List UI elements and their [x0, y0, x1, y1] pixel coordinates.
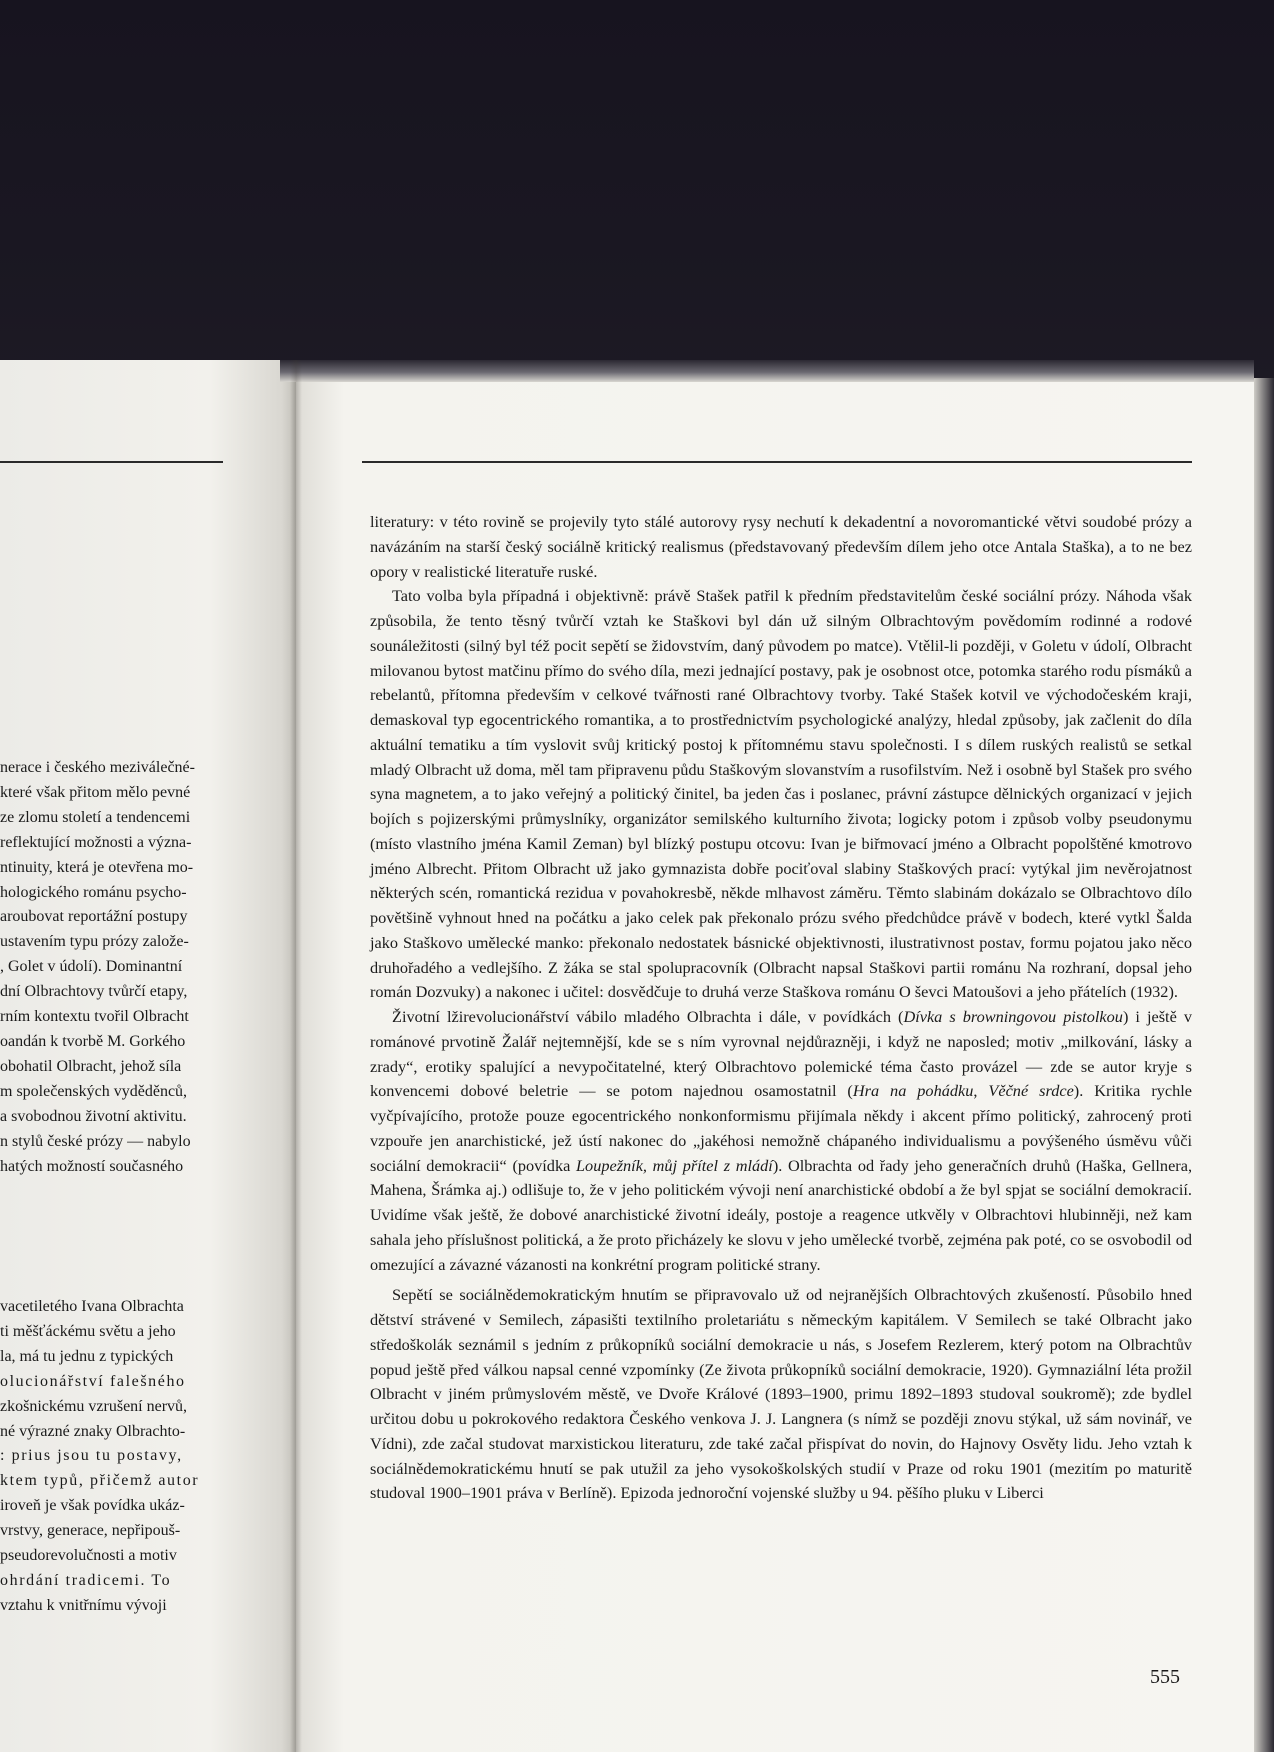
left-line: rním kontextu tvořil Olbracht — [0, 1008, 189, 1026]
left-line: vacetiletého Ivana Olbrachta — [0, 1298, 184, 1315]
left-line: : prius jsou tu postavy, — [0, 1447, 183, 1465]
left-line: pseudorevolučnosti a motiv — [0, 1547, 177, 1565]
left-line: vrstvy, generace, nepřipouš- — [0, 1522, 181, 1540]
paragraph-3-text: ) i ještě v románové prvotině Žalář nejtemnější, kde se s ním vyrovnal nejdůrazněji, i když ne naposled; motiv „milkování, lásky a zrady“, erotiky spalující a nevypočitatelné, který Olbrachtovo polemické téma často provázel — zde se autor kryje s konvencemi dobové beletrie — se potom najednou osamostatnil ( — [370, 1007, 1192, 1101]
left-line: oandán k tvorbě M. Gorkého — [0, 1032, 186, 1050]
left-line: ktem typů, přičemž autor — [0, 1472, 200, 1490]
right-header-rule — [362, 461, 1192, 463]
paragraph-4: Sepětí se sociálnědemokratickým hnutím se připravovalo už od nejranějších Olbrachtových zkušeností. Působilo hned dětství strávené v Semilech, zápasišti textilního proletariátu s německým kapitálem. V Semilech se také Olbracht jako středoškolák seznámil s jedním z průkopníků sociální demokracie u nás, s Josefem Rezlerem, který potom na Olbrachtův popud ještě před válkou napsal cenné vzpomínky (Ze života průkopníků sociální demokracie, 1920). Gymnaziální léta prožil Olbracht v jiném průmyslovém městě, ve Dvoře Králové (1893–1900, primu 1892–1893 studoval soukromě); zde bydlel určitou dobu u pokrokového redaktora Českého venkova J. J. Langnera (s nímž se později znovu stýkal, už sám novinář, ve Vídni), zde začal studovat marxistickou literaturu, zde také začal přispívat do novin, do Hajnovy Osvěty lidu. Jeho vztah k sociálnědemokratickému hnutí se pak utužil za jeho vysokoškolských studií v Praze od roku 1901 (mezitím po maturitě studoval 1900–1901 práva v Berlíně). Epizoda jednoroční vojenské služby u 94. pěšího pluku v Liberci — [370, 1285, 1192, 1503]
dark-background — [0, 0, 1274, 400]
work-title: Hra na pohádku — [852, 1081, 974, 1101]
left-line: ntinuity, která je otevřena mo- — [0, 858, 194, 876]
page-number: 555 — [1150, 1666, 1180, 1688]
left-line: obohatil Olbracht, jehož síla — [0, 1057, 182, 1075]
left-page-text-block-1 — [0, 756, 223, 1179]
paragraph-3-text: Životní lžirevolucionářství vábilo mladého Olbrachta i dále, v povídkách ( — [392, 1007, 904, 1026]
book-gutter — [290, 360, 302, 1752]
left-line: zkošnickému vzrušení nervů, — [0, 1397, 188, 1415]
left-line: ti měšťáckému světu a jeho — [0, 1322, 176, 1340]
work-title: Loupežník, můj přítel z mládí — [576, 1155, 773, 1175]
left-line: né výrazné znaky Olbrachto- — [0, 1422, 186, 1440]
left-line: a svobodnou životní aktivitu. — [0, 1107, 187, 1125]
paragraph-3-text: ). Olbrachta od řady jeho generačních druhů (Haška, Gellnera, Mahena, Šrámka aj.) odlišuje to, že v jeho politickém vývoji není anarchistické období a že byl spjat se sociální demokracií. Uvidíme však ještě, že dobové anarchistické životní ideály, postoje a reagence utkvěly v Olbrachtovi hlubinněji, než kam sahala jeho příslušnost politická, a že proto přicházely ke slovu v jeho umělecké tvorbě, zejména pak poté, co se osvobodil od omezující a závazné vázanosti na konkrétní program politické strany. — [370, 1155, 1193, 1274]
left-line: aroubovat reportážní postupy — [0, 908, 188, 926]
left-line: la, má tu jednu z typických — [0, 1347, 174, 1365]
left-line: hologického románu psycho- — [0, 883, 187, 901]
left-line: vztahu k vnitřnímu vývoji — [0, 1596, 167, 1614]
left-line: dní Olbrachtovy tvůrčí etapy, — [0, 983, 188, 1001]
paragraph-1: literatury: v této rovině se projevily tyto stálé autorovy rysy nechutí k dekadentní a novoromantické větvi soudobé prózy a navázáním na starší český sociálně kritický realismus (představovaný především dílem jeho otce Antala Staška), a to ne bez opory v realistické literatuře ruské. — [370, 512, 1192, 581]
paragraph-3-text: ). Kritika rychle vyčpívajícího, protože pouze egocentrického nonkonformismu přijímala někdy i akcent přímo politický, zahrocený proti vzpouře jen anarchistické, jež ústí nakonec do „jakéhosi nemožně chápaného individualismu a povýšeného úsměvu vůči sociální demokracii“ (povídka — [370, 1081, 1193, 1175]
work-title: Dívka s browningovou pistolkou — [903, 1007, 1123, 1026]
paragraph-2: Tato volba byla případná i objektivně: právě Stašek patřil k předním představitelům české sociální prózy. Náhoda však způsobila, že tento těsný tvůrčí vztah ke Staškovi byl dán už silným Olbrachtovým povědomím rodinné a rodové sounáležitosti (silný byl též pocit sepětí se židovstvím, daný původem po matce). Vtělil-li později, v Goletu v údolí, Olbracht milovanou bytost matčinu přímo do svého díla, mezi jednající postavy, pak je osobnost otce, potomka starého rodu písmáků a rebelantů, přítomna především v celkové tvářnosti rané Olbrachtovy tvorby. Také Stašek kotvil ve východočeském kraji, demaskoval typ egocentrického romantika, a to prostřednictvím psychologické analýzy, hledal způsoby, jak začlenit do díla aktuální tematiku a tím vyslovit svůj kritický postoj k přítomnému stavu společnosti. I s dílem ruských realistů se setkal mladý Olbracht už doma, měl tam připravenu půdu Staškovým slovanstvím a rusofilstvím. Než i osobně byl Stašek pro svého syna magnetem, a to jako veřejný a politický činitel, ba jeden čas i poslanec, právní zástupce dělnických organizací v jejich bojích s pojizerskými průmyslníky, organizátor semilského kulturního života; logicky potom i způsob volby pseudonymu (místo vlastního jména Kamil Zeman) byl blízký postupu otcovu: Ivan je biřmovací jméno a Olbracht popolštěné kmotrovo jméno Albrecht. Přitom Olbracht už jako gymnazista dobře pociťoval slabiny Staškových prací: vytýkal jim nevěrojatnost některých scén, romantická rezidua v povahokresbě, někde mlhavost záměru. Těmto slabinám dokázalo se Olbrachtovo dílo povětšině vyhnout hned na počátku a jako celek pak překonalo prózu svého předchůdce právě v bodech, které vytkl Šalda jako Staškovo umělecké manko: překonalo nedostatek básnické objektivnosti, ilustrativnost postav, formu pojatou jako něco druhořadého a vedlejšího. Z žáka se stal spolupracovník (Olbracht napsal Staškovi partii románu Na rozhraní, dopsal jeho román Dozvuky) a nakonec i učitel: dosvědčuje to druhá verze Staškova románu O ševci Matoušovi a jeho přátelích (1932). — [370, 586, 1192, 1002]
left-line: n stylů české prózy — nabylo — [0, 1132, 191, 1150]
left-page-text-block-2 — [0, 1295, 223, 1619]
left-line: olucionářství falešného — [0, 1372, 186, 1390]
left-line: m společenských vyděděnců, — [0, 1082, 188, 1100]
work-title: Věčné srdce — [988, 1081, 1074, 1101]
left-line: iroveň je však povídka ukáz- — [0, 1497, 185, 1515]
left-line: reflektující možnosti a význa- — [0, 833, 192, 851]
paragraph-3 — [370, 1005, 1192, 1277]
left-line: ze zlomu století a tendencemi — [0, 808, 191, 826]
left-header-rule — [0, 461, 223, 463]
main-text-column — [370, 510, 1192, 1506]
left-line: které však přitom mělo pevné — [0, 783, 191, 801]
left-line: ustavením typu prózy založe- — [0, 933, 189, 951]
left-line: nerace i českého meziválečné- — [0, 759, 195, 776]
paragraph-3-text: , — [973, 1081, 989, 1101]
left-line: hatých možností současného — [0, 1157, 184, 1175]
page-top-edge — [280, 360, 1254, 382]
left-line: , Golet v údolí). Dominantní — [0, 958, 183, 976]
left-line: ohrdání tradicemi. To — [0, 1571, 172, 1589]
page-edge-shadow — [1254, 378, 1274, 1752]
